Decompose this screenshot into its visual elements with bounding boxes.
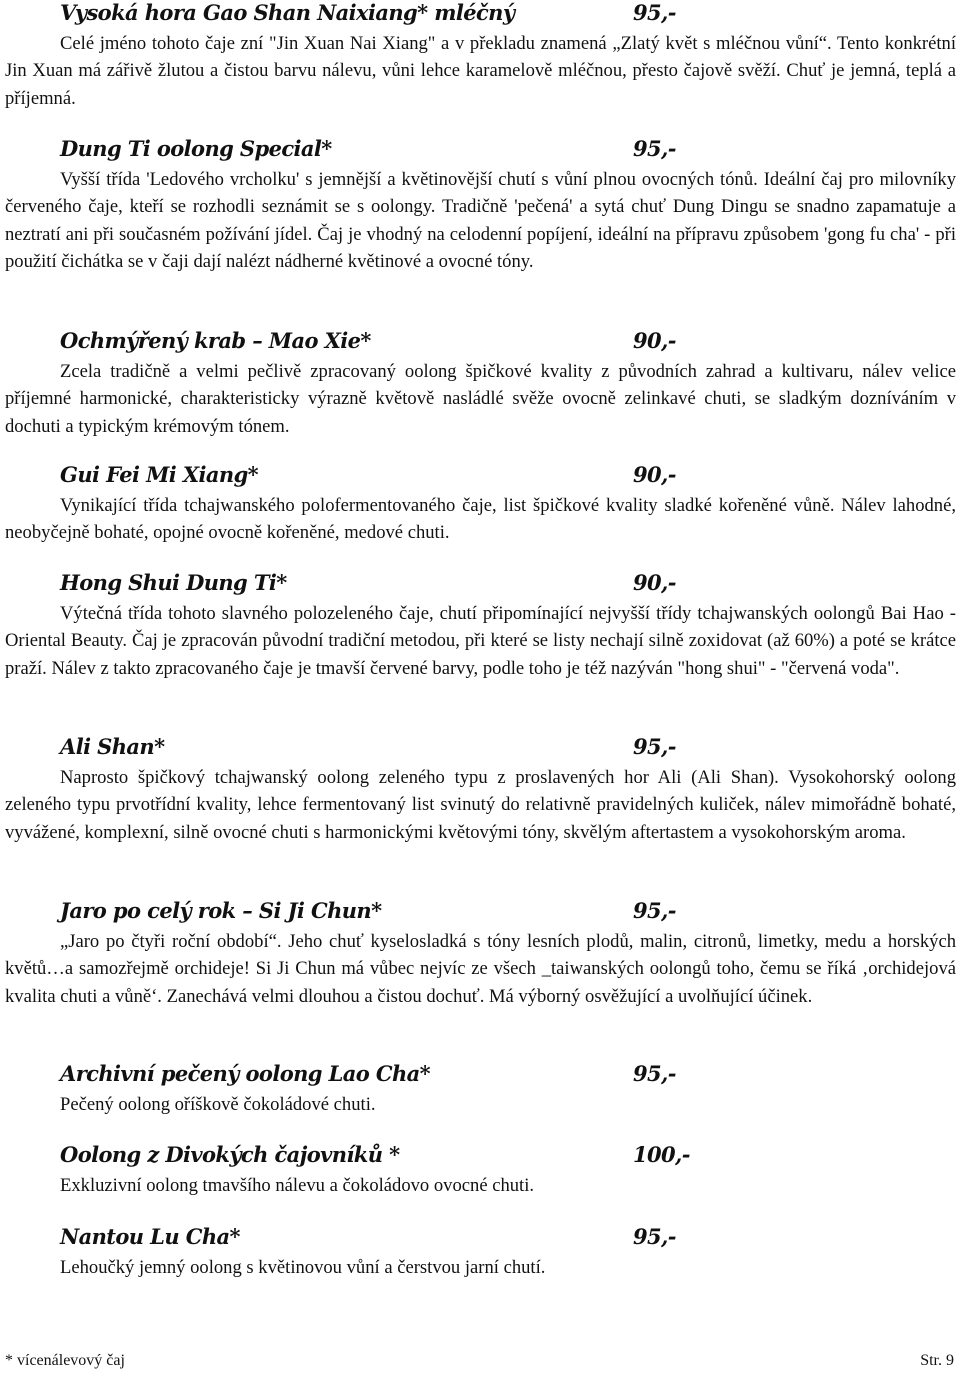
- tea-price: 95,-: [633, 1224, 676, 1249]
- tea-name: Hong Shui Dung Ti*: [60, 570, 287, 595]
- tea-title-row: [5, 458, 956, 492]
- tea-price: 95,-: [633, 136, 676, 161]
- tea-title-row: [5, 1138, 956, 1172]
- tea-name: Nantou Lu Cha*: [60, 1224, 240, 1249]
- tea-description: „Jaro po čtyři roční období“. Jeho chuť kyselosladká s tóny lesních plodů, malin, citronů, limetky, medu a horských květů…a samozřejmě orchideje! Si Ji Chun má vůbec nejvíc ze všech _taiwanských oolongů toho, čemu se říká ‚orchidejová kvalita chuti a vůně‘. Zanechává velmi dlouhou a čistou dochuť. Má výborný osvěžující a uvolňující účinek.: [5, 931, 956, 1007]
- tea-description: Vynikající třída tchajwanského polofermentovaného čaje, list špičkové kvality sladké kořeněné vůně. Nálev lahodné, neobyčejně bohaté, opojné ovocně kořeněné, medové chuti.: [5, 495, 956, 544]
- tea-name: Vysoká hora Gao Shan Naixiang* mléčný: [60, 0, 515, 25]
- tea-entry: [5, 894, 956, 1010]
- tea-description: Celé jméno tohoto čaje zní "Jin Xuan Nai Xiang" a v překladu znamená „Zlatý květ s mléčnou vůní“. Tento konkrétní Jin Xuan má zářivě žlutou a čistou barvu nálevu, vůni lehce karamelově mléčnou, přesto čajově svěží. Chuť je jemná, teplá a příjemná.: [5, 33, 956, 109]
- tea-price: 95,-: [633, 734, 676, 759]
- tea-description: Zcela tradičně a velmi pečlivě zpracovaný oolong špičkové kvality z původních zahrad a kultivaru, nálev velice příjemné harmonické, charakteristicky výrazně květově nasládlé svěže ovocně zelinkavé chuti, se sladkým dozníváním v dochuti a typickým krémovým tónem.: [5, 361, 956, 437]
- tea-title-row: [5, 566, 956, 600]
- tea-title-row: [5, 730, 956, 764]
- footnote: * vícenálevový čaj: [5, 1352, 125, 1369]
- tea-price: 90,-: [633, 570, 676, 595]
- tea-entry: [5, 458, 956, 547]
- tea-name: Oolong z Divokých čajovníků *: [60, 1142, 400, 1167]
- tea-description: Výtečná třída tohoto slavného polozeleného čaje, chutí připomínající nejvyšší třídy tchajwanských oolongů Bai Hao - Oriental Beauty. Čaj je zpracován původní tradiční metodou, při které se listy nechají silně zoxidovat (až 60%) a poté se krátce praží. Nálev z takto zpracovaného čaje je tmavší červené barvy, podle toho je též nazýván "hong shui" - "červená voda".: [5, 603, 956, 679]
- tea-name: Jaro po celý rok – Si Ji Chun*: [60, 898, 382, 923]
- tea-entry: [5, 1057, 956, 1118]
- tea-name: Dung Ti oolong Special*: [60, 136, 332, 161]
- tea-price: 90,-: [633, 462, 676, 487]
- tea-entry: [5, 1220, 956, 1281]
- tea-description: Pečený oolong oříškově čokoládové chuti.: [60, 1094, 376, 1115]
- tea-name: Archivní pečený oolong Lao Cha*: [60, 1061, 431, 1086]
- tea-description: Vyšší třída 'Ledového vrcholku' s jemnější a květinovější chutí s vůní plnou ovocných tónů. Ideální čaj pro milovníky červeného čaje, kteří se rozhodli seznámit se s oolongy. Tradičně 'pečená' a sytá chuť Dung Dingu se snadno zapamatuje a neztratí ani při současném požívání jídel. Čaj je vhodný na celodenní popíjení, ideální na přípravu způsobem 'gong fu cha' - při použití čichátka se v čaji dají nalézt nádherné květinové a ovocné tóny.: [5, 169, 956, 272]
- tea-entry: [5, 132, 956, 275]
- tea-title-row: [5, 324, 956, 358]
- tea-title-row: [5, 0, 956, 30]
- tea-description: Lehoučký jemný oolong s květinovou vůní a čerstvou jarní chutí.: [60, 1257, 546, 1278]
- tea-price: 95,-: [633, 0, 676, 25]
- tea-entry: [5, 1138, 956, 1199]
- tea-entry: [5, 730, 956, 846]
- tea-description: Exkluzivní oolong tmavšího nálevu a čokoládovo ovocné chuti.: [60, 1175, 535, 1196]
- tea-price: 90,-: [633, 328, 676, 353]
- tea-name: Ali Shan*: [60, 734, 165, 759]
- tea-title-row: [5, 1057, 956, 1091]
- tea-entry: [5, 566, 956, 682]
- tea-price: 95,-: [633, 898, 676, 923]
- tea-price: 95,-: [633, 1061, 676, 1086]
- tea-description: Naprosto špičkový tchajwanský oolong zeleného typu z proslavených hor Ali (Ali Shan). Vysokohorský oolong zeleného typu prvotřídní kvality, lehce fermentovaný list svinutý do relativně pravidelných kuliček, nálev mimořádně bohaté, vyvážené, komplexní, silně ovocné chuti s harmonickými květovými tóny, skvělým aftertastem a vysokohorským aroma.: [5, 767, 956, 843]
- tea-entry: [5, 324, 956, 440]
- tea-price: 100,-: [633, 1142, 690, 1167]
- page-number: Str. 9: [920, 1352, 954, 1369]
- tea-entry: [5, 0, 956, 112]
- tea-name: Ochmýřený krab – Mao Xie*: [60, 328, 371, 353]
- tea-title-row: [5, 894, 956, 928]
- tea-title-row: [5, 1220, 956, 1254]
- tea-name: Gui Fei Mi Xiang*: [60, 462, 259, 487]
- tea-title-row: [5, 132, 956, 166]
